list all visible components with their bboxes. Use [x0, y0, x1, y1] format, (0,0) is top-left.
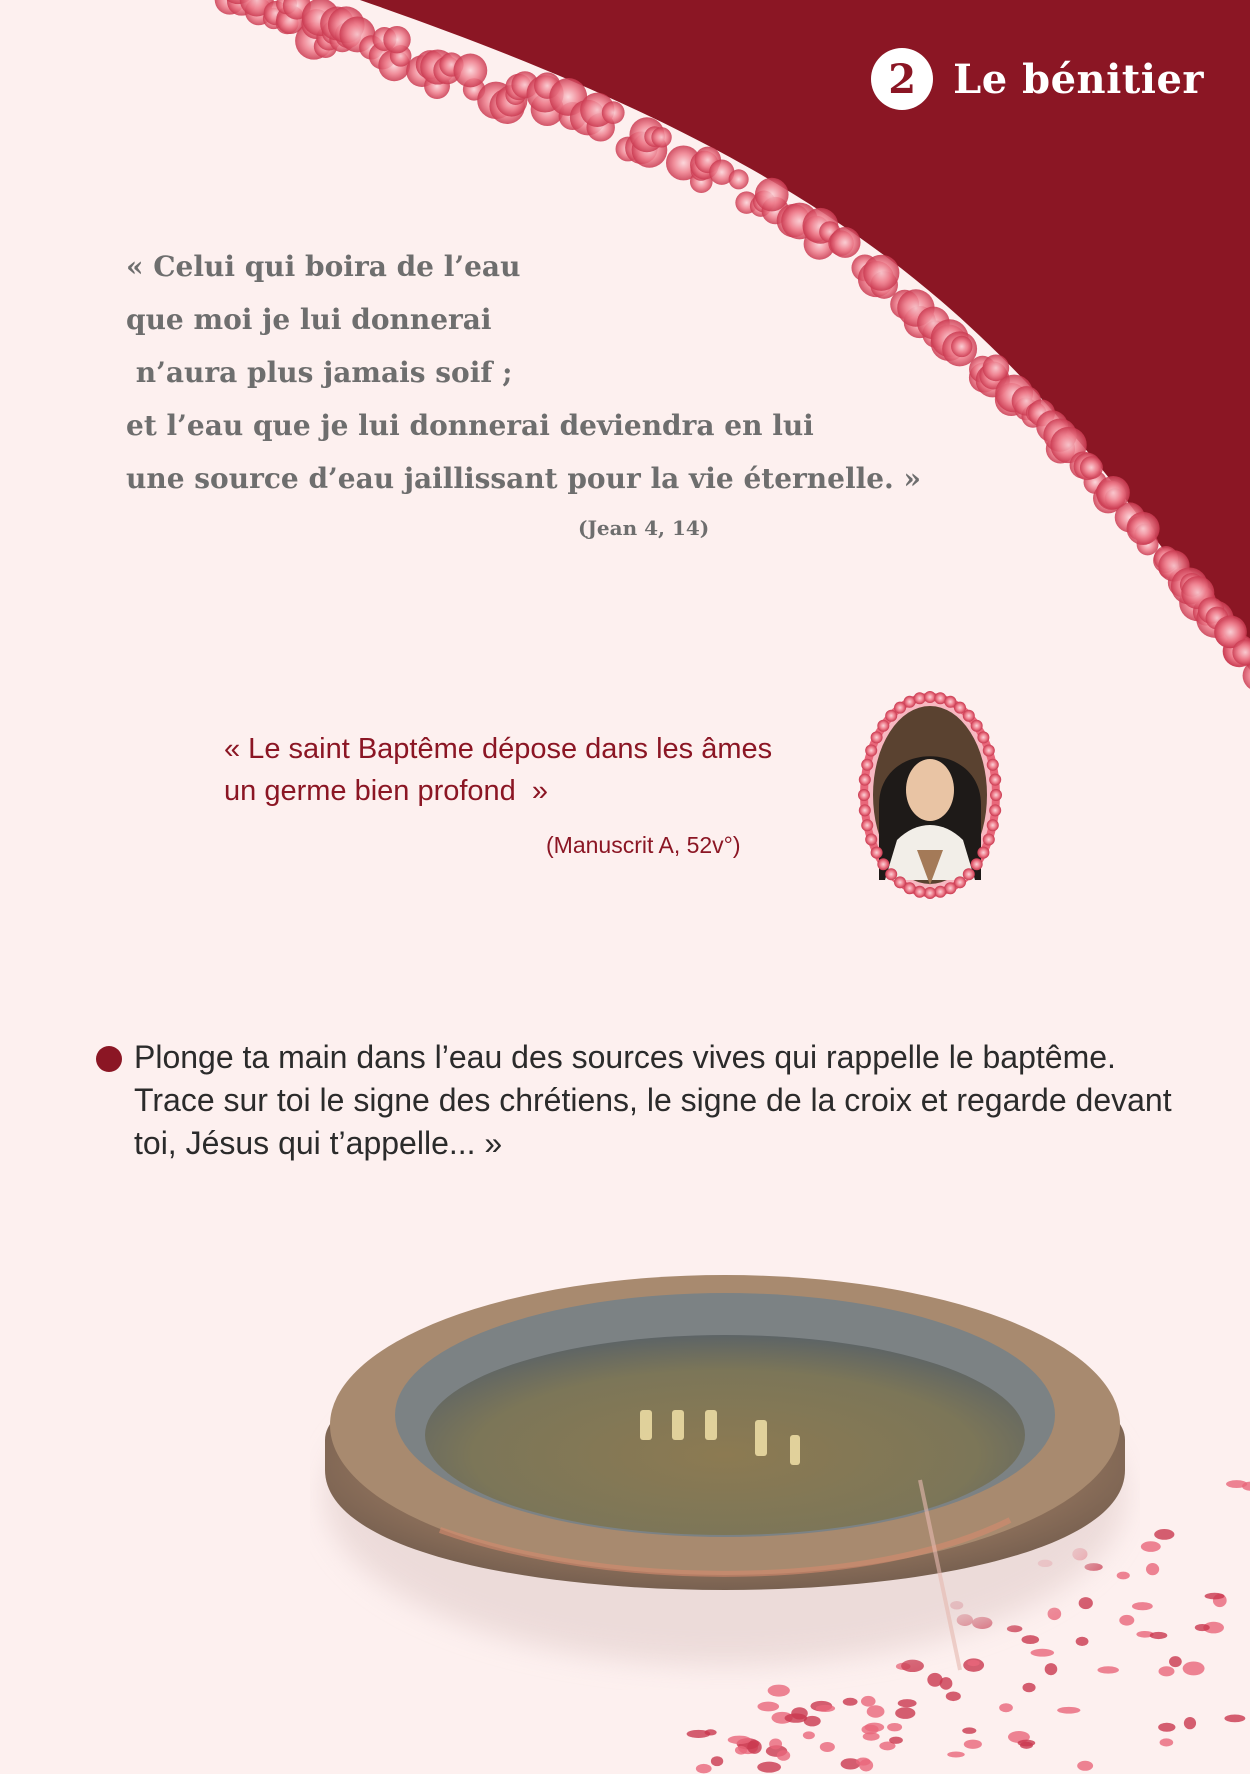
- page-title: Le bénitier: [953, 55, 1204, 103]
- therese-quote: [224, 728, 772, 812]
- instruction-line: toi, Jésus qui t’appelle... »: [134, 1125, 503, 1161]
- scripture-line: une source d’eau jaillissant pour la vie éternelle. »: [126, 462, 922, 495]
- bullet-icon: [96, 1046, 122, 1072]
- scripture-line: et l’eau que je lui donnerai deviendra en lui: [126, 409, 814, 442]
- instruction-text: [134, 1036, 1206, 1165]
- instruction-line: Trace sur toi le signe des chrétiens, le signe de la croix et regarde devant: [134, 1082, 1172, 1118]
- quote-line: un germe bien profond »: [224, 775, 549, 807]
- page-header: [871, 48, 1204, 110]
- holy-water-font-image: [310, 1210, 1140, 1690]
- quote-line: « Le saint Baptême dépose dans les âmes: [224, 733, 773, 765]
- step-number-badge: 2: [871, 48, 933, 110]
- instruction-line: Plonge ta main dans l’eau des sources vives qui rappelle le baptême.: [134, 1039, 1116, 1075]
- quote-reference: (Manuscrit A, 52v°): [546, 832, 741, 858]
- instruction-block: [96, 1036, 1206, 1165]
- saint-portrait: [857, 690, 1003, 900]
- scripture-line: « Celui qui boira de l’eau: [126, 250, 521, 283]
- scripture-line: n’aura plus jamais soif ;: [126, 356, 513, 389]
- scripture-quote: [126, 240, 922, 505]
- scripture-reference: (Jean 4, 14): [578, 516, 710, 540]
- scripture-line: que moi je lui donnerai: [126, 303, 492, 336]
